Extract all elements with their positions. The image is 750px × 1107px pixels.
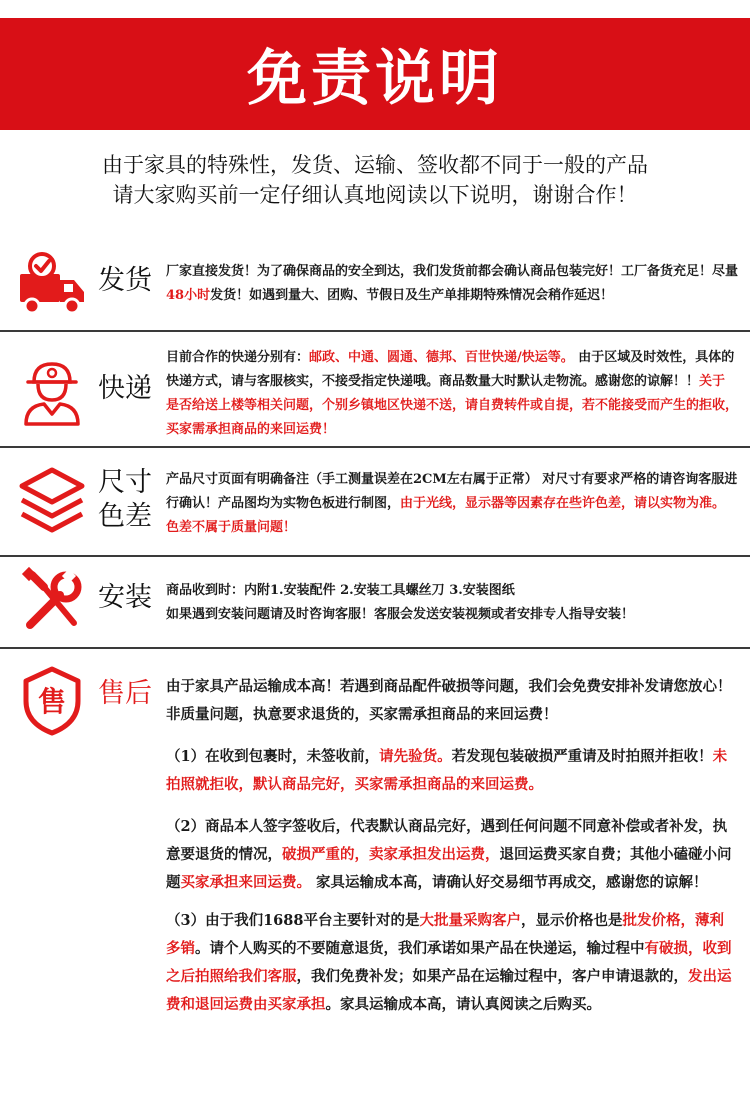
intro-line-1: 由于家具的特殊性，发货、运输、签收都不同于一般的产品 <box>102 153 648 177</box>
after-sales-text <box>166 673 734 1029</box>
truck-icon <box>16 248 88 320</box>
after-sales-intro: 由于家具产品运输成本高！若遇到商品配件破损等问题，我们会免费安排补发请您放心！非质量问题，执意要求退货的，买家需承担商品的来回运费！ <box>166 678 732 723</box>
after-sales-item-2: （2）商品本人签字签收后，代表默认商品完好，遇到任何问题不同意补偿或者补发，执意要退货的情况，破损严重的，卖家承担发出运费，退回运费买家自费；其他小磕碰小问题买家承担来回运费。 家具运输成本高，请确认好交易细节再成交，感谢您的谅解！ <box>166 818 732 891</box>
express-text: 目前合作的快递分别有：邮政、中通、圆通、德邦、百世快递/快运等。 由于区域及时效性，具体的快递方式，请与客服核实，不接受指定快递哦。商品数量大时默认走物流。感谢您的谅解！！关于是否给送上楼等相关问题，个别乡镇地区快递不送，请自费转件或自提，若不能接受而产生的拒收，买家需承担商品的来回运费！ <box>166 350 739 437</box>
after-sales-item-1: （1）在收到包裹时，未签收前，请先验货。若发现包装破损严重请及时拍照并拒收！未拍照就拒收，默认商品完好，买家需承担商品的来回运费。 <box>166 748 728 793</box>
shipping-text: 厂家直接发货！为了确保商品的安全到达，我们发货前都会确认商品包装完好！工厂备货充足！尽量48小时发货！如遇到量大、团购、节假日及生产单排期特殊情况会稍作延迟！ <box>166 264 739 303</box>
after-sales-item-3: （3）由于我们1688平台主要针对的是大批量采购客户，显示价格也是批发价格，薄利多销。请个人购买的不要随意退货，我们承诺如果产品在快递运，输过程中有破损，收到之后拍照给我们客服，我们免费补发；如果产品在运输过程中，客户申请退款的，发出运费和退回运费由买家承担。家具运输成本高，请认真阅读之后购买。 <box>166 912 732 1013</box>
express-section <box>0 334 750 446</box>
shipping-title: 发货 <box>98 265 152 296</box>
install-title: 安装 <box>98 582 152 613</box>
intro-text <box>0 150 750 210</box>
divider <box>0 330 750 332</box>
shield-sale-icon <box>16 665 88 737</box>
after-sales-section <box>0 651 750 1107</box>
size-color-section <box>0 450 750 550</box>
size-color-text: 产品尺寸页面有明确备注（手工测量误差在2CM左右属于正常） 对尺寸有要求严格的请咨询客服进行确认！产品图均为实物色板进行制图，由于光线，显示器等因素存在些许色差，请以实物为准。色差不属于质量问题！ <box>166 472 738 535</box>
size-color-title: 尺寸 色差 <box>98 467 152 532</box>
intro-line-2: 请大家购买前一定仔细认真地阅读以下说明，谢谢合作！ <box>112 183 638 207</box>
express-title: 快递 <box>98 373 152 404</box>
courier-icon <box>16 356 88 428</box>
shipping-section <box>0 240 750 330</box>
layers-icon <box>16 464 88 536</box>
svg-text:售: 售 <box>37 685 67 718</box>
install-section <box>0 559 750 643</box>
tools-icon <box>16 565 88 637</box>
divider <box>0 446 750 448</box>
after-sales-title: 售后 <box>98 678 152 709</box>
divider <box>0 555 750 557</box>
page-title: 免责说明 <box>247 44 503 114</box>
divider <box>0 647 750 649</box>
title-banner <box>0 18 750 130</box>
install-text: 商品收到时：内附1.安装配件 2.安装工具螺丝刀 3.安装图纸 如果遇到安装问题请及时咨询客服！客服会发送安装视频或者安排专人指导安装！ <box>166 583 635 622</box>
